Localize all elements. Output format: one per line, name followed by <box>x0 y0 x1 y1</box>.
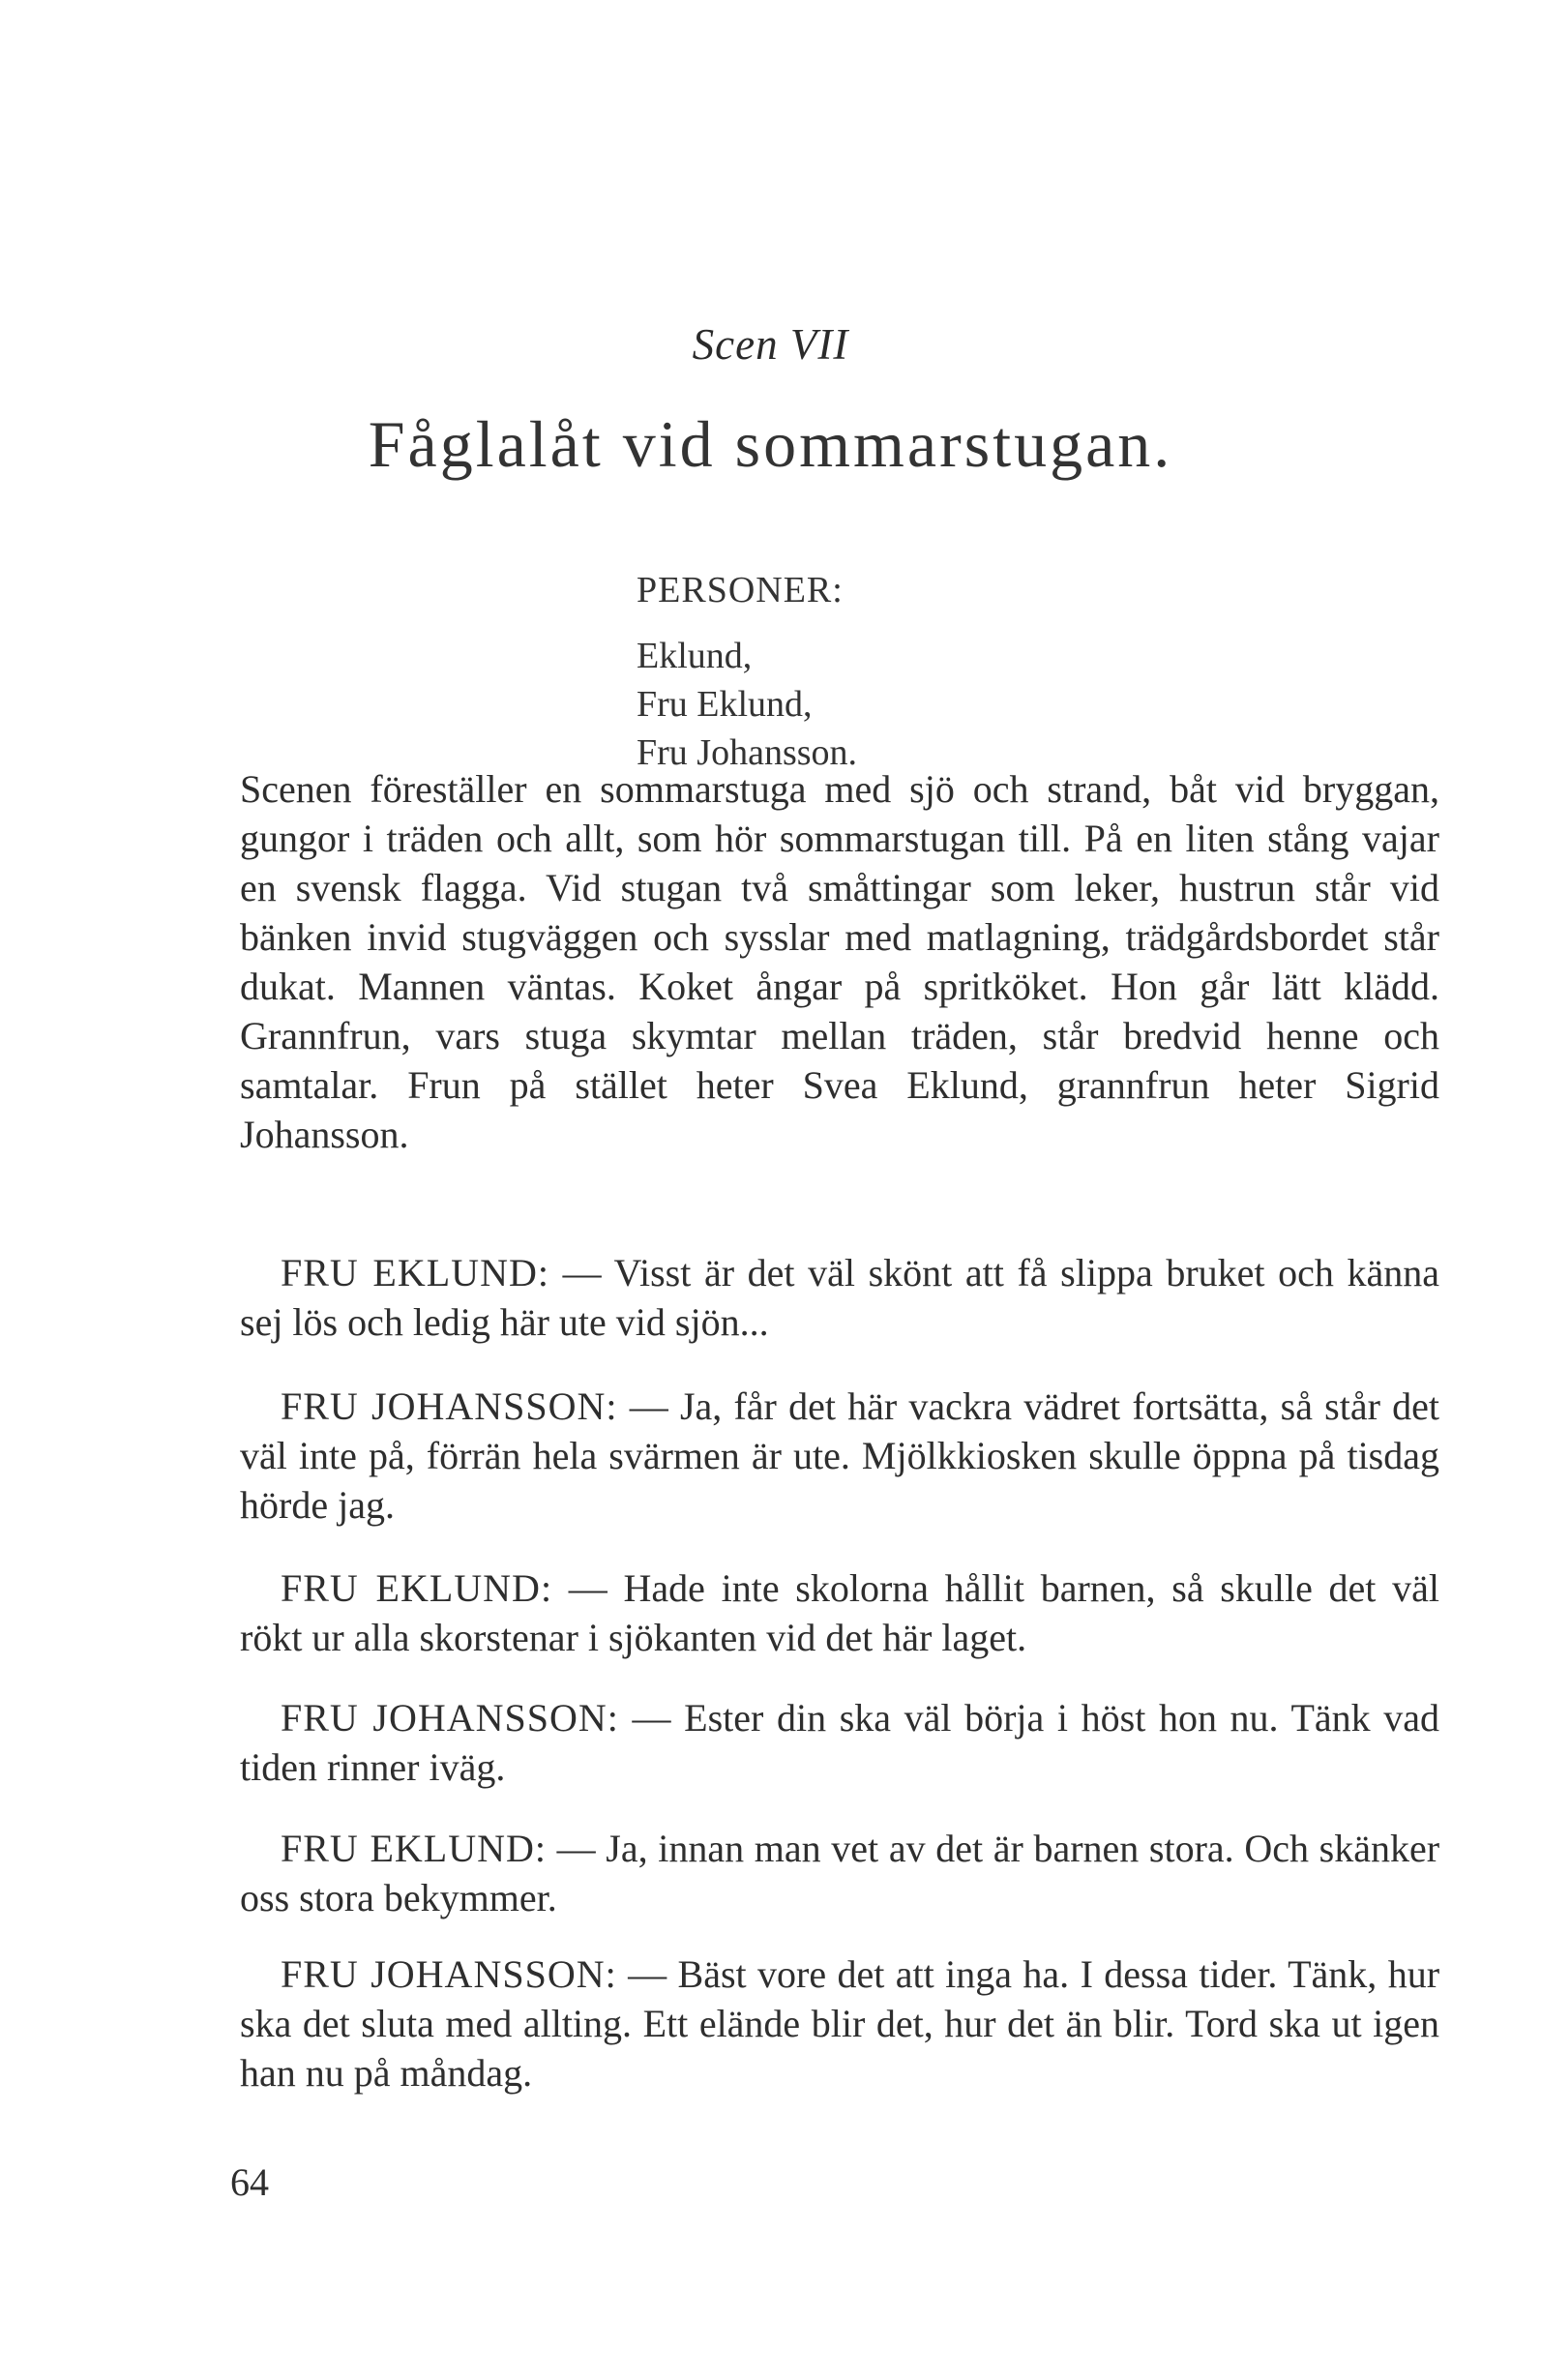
dialogue-line <box>240 1824 1439 1922</box>
stage-direction: Scenen föreställer en sommarstuga med sjö och strand, båt vid bryggan, gungor i träden och allt, som hör sommarstugan till. På en liten stång vajar en svensk flagga. Vid stugan två småttingar som leker, hustrun står vid bänken invid stugväggen och sysslar med matlagning, trädgårdsbordet står dukat. Mannen väntas. Koket ångar på spritköket. Hon går lätt klädd. Grannfrun, vars stuga skymtar mellan träden, står bredvid henne och samtalar. Frun på stället heter Svea Eklund, grannfrun heter Sigrid Johansson. <box>240 767 1439 1156</box>
speaker-name: FRU JOHANSSON: <box>281 1384 618 1428</box>
speaker-name: FRU EKLUND: <box>281 1827 547 1870</box>
cast-name: Eklund, <box>637 636 753 676</box>
cast-names <box>637 632 857 777</box>
dialogue-line <box>240 1382 1439 1530</box>
speaker-name: FRU JOHANSSON: <box>281 1952 617 1996</box>
scene-label: Scen VII <box>692 320 849 369</box>
dialogue-line <box>240 1563 1439 1662</box>
dialogue-text: — Ester din ska väl börja i höst hon nu. Tänk vad tiden rinner iväg. <box>240 1696 1440 1789</box>
cast-name: Fru Johansson. <box>637 732 858 773</box>
speaker-name: FRU JOHANSSON: <box>281 1696 619 1740</box>
dialogue-text: — Bäst vore det att inga ha. I dessa tider. Tänk, hur ska det sluta med allting. Ett elände blir det, hur det än blir. Tord ska ut igen han nu på måndag. <box>240 1952 1440 2095</box>
speaker-name: FRU EKLUND: <box>281 1251 549 1294</box>
cast-name: Fru Eklund, <box>637 684 813 725</box>
cast-heading: PERSONER: <box>637 570 844 610</box>
dialogue-text: — Ja, får det här vackra vädret fortsätta, så står det väl inte på, förrän hela svärmen är ute. Mjölkkiosken skulle öppna på tisdag hörde jag. <box>240 1384 1439 1527</box>
dialogue-line <box>240 1693 1439 1792</box>
dialogue-text: — Visst är det väl skönt att få slippa bruket och känna sej lös och ledig här ute vid sjön... <box>240 1251 1440 1344</box>
page-title: Fåglalåt vid sommarstugan. <box>368 407 1173 481</box>
dialogue-text: — Ja, innan man vet av det är barnen stora. Och skänker oss stora bekymmer. <box>240 1827 1440 1919</box>
dialogue-line <box>240 1248 1439 1347</box>
page-number: 64 <box>230 2160 269 2204</box>
speaker-name: FRU EKLUND: <box>281 1566 553 1610</box>
dialogue-line <box>240 1949 1439 2097</box>
cast-list <box>637 566 857 777</box>
dialogue-text: — Hade inte skolorna hållit barnen, så skulle det väl rökt ur alla skorstenar i sjökanten vid det här laget. <box>240 1566 1440 1659</box>
